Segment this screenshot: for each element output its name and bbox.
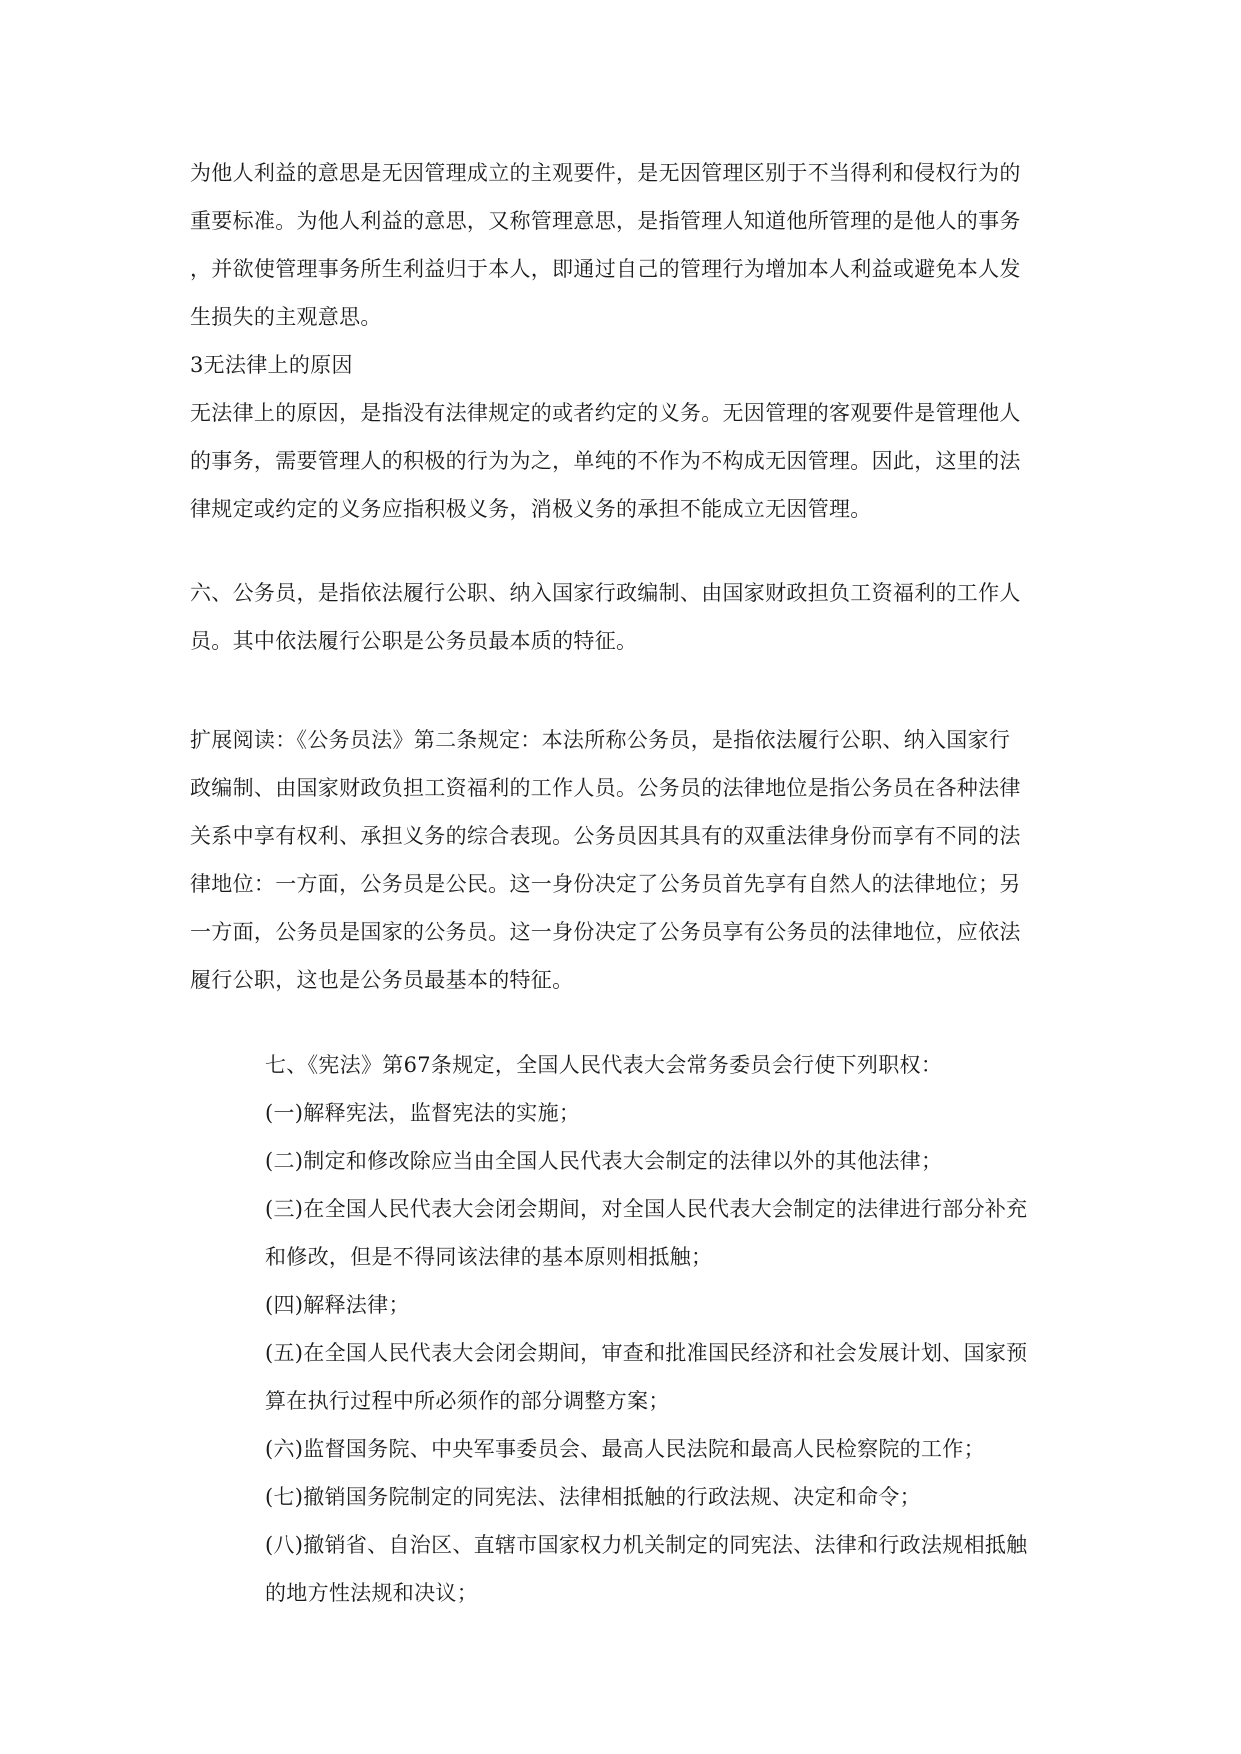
paragraph-line: 律规定或约定的义务应指积极义务，消极义务的承担不能成立无因管理。 [190,497,872,521]
extended-reading-line: 扩展阅读：《公务员法》第二条规定：本法所称公务员，是指依法履行公职、纳入国家行 [190,728,1011,752]
extended-reading-line: 一方面，公务员是国家的公务员。这一身份决定了公务员享有公务员的法律地位，应依法 [190,920,1021,944]
paragraph-line: 无法律上的原因，是指没有法律规定的或者约定的义务。无因管理的客观要件是管理他人 [190,401,1021,425]
subheading: 3无法律上的原因 [190,353,353,377]
list-item: (二)制定和修改除应当由全国人民代表大会制定的法律以外的其他法律； [265,1149,943,1173]
list-item: (六)监督国务院、中央军事委员会、最高人民法院和最高人民检察院的工作； [265,1437,985,1461]
extended-reading-line: 律地位：一方面，公务员是公民。这一身份决定了公务员首先享有自然人的法律地位；另 [190,872,1021,896]
paragraph-line: ，并欲使管理事务所生利益归于本人，即通过自己的管理行为增加本人利益或避免本人发 [190,257,1021,281]
section-seven-heading: 七、《宪法》第67条规定，全国人民代表大会常务委员会行使下列职权： [265,1053,943,1077]
list-item: (七)撤销国务院制定的同宪法、法律相抵触的行政法规、决定和命令； [265,1485,921,1509]
list-item: (八)撤销省、自治区、直辖市国家权力机关制定的同宪法、法律和行政法规相抵触 [265,1533,1028,1557]
section-six-line: 员。其中依法履行公职是公务员最本质的特征。 [190,629,638,653]
list-item: (五)在全国人民代表大会闭会期间，审查和批准国民经济和社会发展计划、国家预 [265,1341,1028,1365]
paragraph-line: 的事务，需要管理人的积极的行为为之，单纯的不作为不构成无因管理。因此，这里的法 [190,449,1021,473]
list-item-continuation: 的地方性法规和决议； [265,1581,478,1605]
paragraph-line: 生损失的主观意思。 [190,305,382,329]
paragraph-line: 重要标准。为他人利益的意思，又称管理意思，是指管理人知道他所管理的是他人的事务 [190,209,1021,233]
list-item-continuation: 算在执行过程中所必须作的部分调整方案； [265,1389,670,1413]
extended-reading-line: 关系中享有权利、承担义务的综合表现。公务员因其具有的双重法律身份而享有不同的法 [190,824,1021,848]
paragraph-line: 为他人利益的意思是无因管理成立的主观要件，是无因管理区别于不当得利和侵权行为的 [190,161,1021,185]
list-item: (四)解释法律； [265,1293,410,1317]
list-item-continuation: 和修改，但是不得同该法律的基本原则相抵触； [265,1245,713,1269]
section-six-line: 六、公务员，是指依法履行公职、纳入国家行政编制、由国家财政担负工资福利的工作人 [190,581,1021,605]
extended-reading-line: 政编制、由国家财政负担工资福利的工作人员。公务员的法律地位是指公务员在各种法律 [190,776,1021,800]
extended-reading-line: 履行公职，这也是公务员最基本的特征。 [190,968,574,992]
list-item: (三)在全国人民代表大会闭会期间，对全国人民代表大会制定的法律进行部分补充 [265,1197,1028,1221]
list-item: (一)解释宪法，监督宪法的实施； [265,1101,581,1125]
